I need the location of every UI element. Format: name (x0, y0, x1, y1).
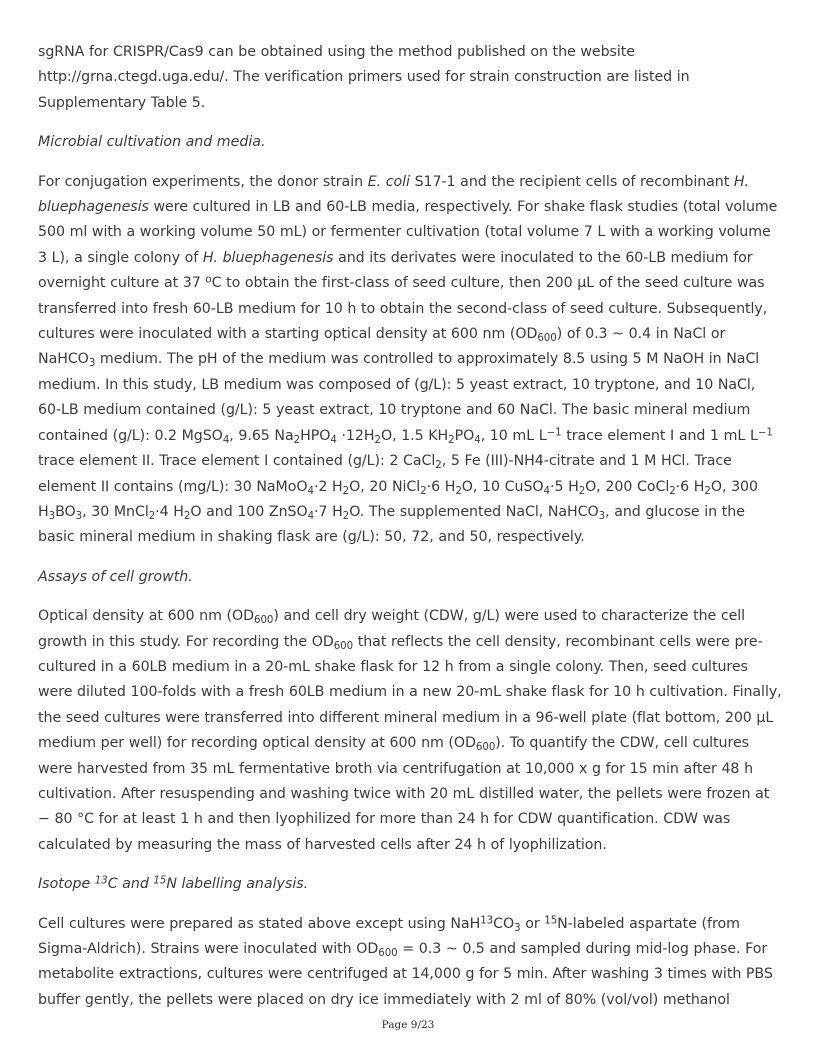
degree-symbol: o (205, 274, 212, 286)
subscript-3-h3bo3-b: 3 (75, 510, 83, 522)
subscript-2-h2o-d: 2 (578, 485, 586, 497)
subscript-3-nahco3-c: 3 (514, 922, 521, 934)
section-heading-microbial-cultivation: Microbial cultivation and media. (38, 134, 266, 151)
subscript-600-a: 600 (537, 332, 557, 344)
superscript-15-n: 15 (544, 915, 558, 927)
section-heading-assays-cell-growth: Assays of cell growth. (38, 568, 193, 585)
superscript-13-nahco3: 13 (480, 915, 494, 927)
subscript-4-kh2po4: 4 (474, 434, 481, 446)
superscript-minus1-b: −1 (757, 427, 773, 439)
subscript-2-kh2po4: 2 (448, 434, 455, 446)
subscript-4-mgso4: 4 (222, 434, 230, 446)
subscript-2-cocl2: 2 (669, 485, 676, 497)
subscript-600-e: 600 (378, 947, 398, 959)
page-content (38, 40, 782, 1027)
species-h-bluephagenesis-2: H. bluephagenesis (202, 249, 334, 266)
species-ecoli: E. coli (367, 173, 410, 190)
subscript-3-h3bo3: 3 (48, 510, 56, 522)
species-h-bluephagenesis-1: H. bluephagenesis (38, 173, 749, 216)
subscript-2-mncl2: 2 (148, 510, 156, 522)
subscript-2-cacl2: 2 (435, 459, 442, 471)
paragraph-conjugation-experiments: For conjugation experiments, the donor strain E. coli S17-1 and the recipient cells of recombinant H. bluephagenesis were cultured in LB and 60-LB media, respectively. For shake flask studies (total volume 500 ml with a working volume 50 mL) or fermenter cultivation (total volume 7 L with a working volume 3 L), a single colony of H. bluephagenesis and its derivates were inoculated to the 60-LB medium for overnight culture at 37 $^o$C to obtain the first-class of seed culture, then 200 µL of the seed culture was transferred into fresh 60-LB medium for 10 h to obtain the second-class of seed culture. Subsequently, cultures were inoculated with a starting optical density at 600 nm $(OD_{600})$ of 0.3 ~ 0.4 in NaCl or NaHCO$_3$ medium. The pH of the medium was controlled to approximately 8.5 using 5 M NaOH in NaCl medium. In this study, LB medium was composed of (g/L): 5 yeast extract, 10 tryptone, and 10 NaCl, 60-LB medium contained (g/L): 5 yeast extract, 10 tryptone and 60 NaCl. The basic mineral medium contained (g/L): 0.2 MgSO$_4$, 9.65 $Na_2HPO_4 \cdot 12H_2O$, 1.5 $KH_2PO_4$, 10 mL $L^{-1}$ trace element I and 1 mL $L^{-1}$ trace element II. Trace element I contained (g/L): 2 CaCl$_2$, 5 Fe (III)-NH4-citrate and 1 M HCl. Trace element II contains (mg/L): 30 NaMoO$_4$·2 $H_2O$, 20 NiCl$_2$·6 $H_2O$, 10 CuSO$_4$·5 $H_2O$, 200 CoCl$_2$·6 $H_2O$, 300 $H_3BO_3$, 30 MnCl$_2$·4 $H_2O$ and 100 ZnSO$_4$·7 $H_2O$. The supplemented NaCl, NaHCO$_3$, and glucose in the basic mineral medium in shaking flask are (g/L): 50, 72, and 50, respectively. (38, 173, 778, 546)
subscript-600-c: 600 (333, 640, 354, 652)
subscript-2-h2o-b: 2 (342, 485, 350, 497)
subscript-2-na2hpo4: 2 (293, 434, 301, 446)
subscript-2-h2o-a: 2 (374, 434, 381, 446)
subscript-2-h2o-c: 2 (455, 485, 462, 497)
section-heading-isotope-labelling: Isotope $^{13}$C and $^{15}$N labelling analysis. (38, 875, 309, 893)
subscript-4-cuso4: 4 (543, 485, 550, 497)
subscript-3-nahco3-b: 3 (598, 510, 606, 522)
paragraph-sgrna: sgRNA for CRISPR/Cas9 can be obtained using the method published on the website http://grna.ctegd.uga.edu/. The verification primers used for strain construction are listed in Supplementary Table 5. (38, 44, 690, 111)
subscript-4-namoo4: 4 (307, 485, 314, 497)
subscript-4-na2hpo4: 4 (330, 434, 337, 446)
subscript-4-znso4: 4 (307, 510, 315, 522)
superscript-13-heading: 13 (94, 875, 108, 887)
subscript-3-a: 3 (88, 358, 96, 370)
subscript-600-d: 600 (475, 742, 496, 754)
subscript-2-h2o-g: 2 (342, 510, 350, 522)
paragraph-cell-cultures-isotope: Cell cultures were prepared as stated above except using $NaH^{13}CO_3$ or $^{15}$N-labeled aspartate (from Sigma-Aldrich). Strains were inoculated with $OD_{600} = 0.3$ ~ 0.5 and sampled during mid-log phase. For metabolite extractions, cultures were centrifuged at 14,000 g for 5 min. After washing 3 times with PBS buffer gently, the pellets were placed on dry ice immediately with 2 ml of 80% (vol/vol) methanol (38, 915, 773, 1008)
paragraph-optical-density: Optical density at 600 nm $(OD_{600})$ and cell dry weight (CDW, g/L) were used to characterize the cell growth in this study. For recording the $OD_{600}$ that reflects the cell density, recombinant cells were pre-cultured in a 60LB medium in a 20-mL shake flask for 12 h from a single colony. Then, seed cultures were diluted 100-folds with a fresh 60LB medium in a new 20-mL shake flask for 10 h cultivation. Finally, the seed cultures were transferred into different mineral medium in a 96-well plate (flat bottom, 200 µL medium per well) for recording optical density at 600 nm $(OD_{600})$. To quantify the CDW, cell cultures were harvested from 35 mL fermentative broth via centrifugation at 10,000 x g for 15 min after 48 h cultivation. After resuspending and washing twice with 20 mL distilled water, the pellets were frozen at − 80 °C for at least 1 h and then lyophilized for more than 24 h for CDW quantification. CDW was calculated by measuring the mass of harvested cells after 24 h of lyophilization. (38, 608, 782, 853)
subscript-2-nicl2: 2 (420, 485, 427, 497)
superscript-15-heading: 15 (153, 875, 167, 887)
subscript-2-h2o-e: 2 (704, 485, 711, 497)
subscript-600-b: 600 (254, 614, 274, 626)
subscript-2-h2o-f: 2 (183, 510, 191, 522)
superscript-minus1-a: −1 (546, 427, 562, 439)
page-footer: Page 9/23 (381, 1019, 435, 1031)
